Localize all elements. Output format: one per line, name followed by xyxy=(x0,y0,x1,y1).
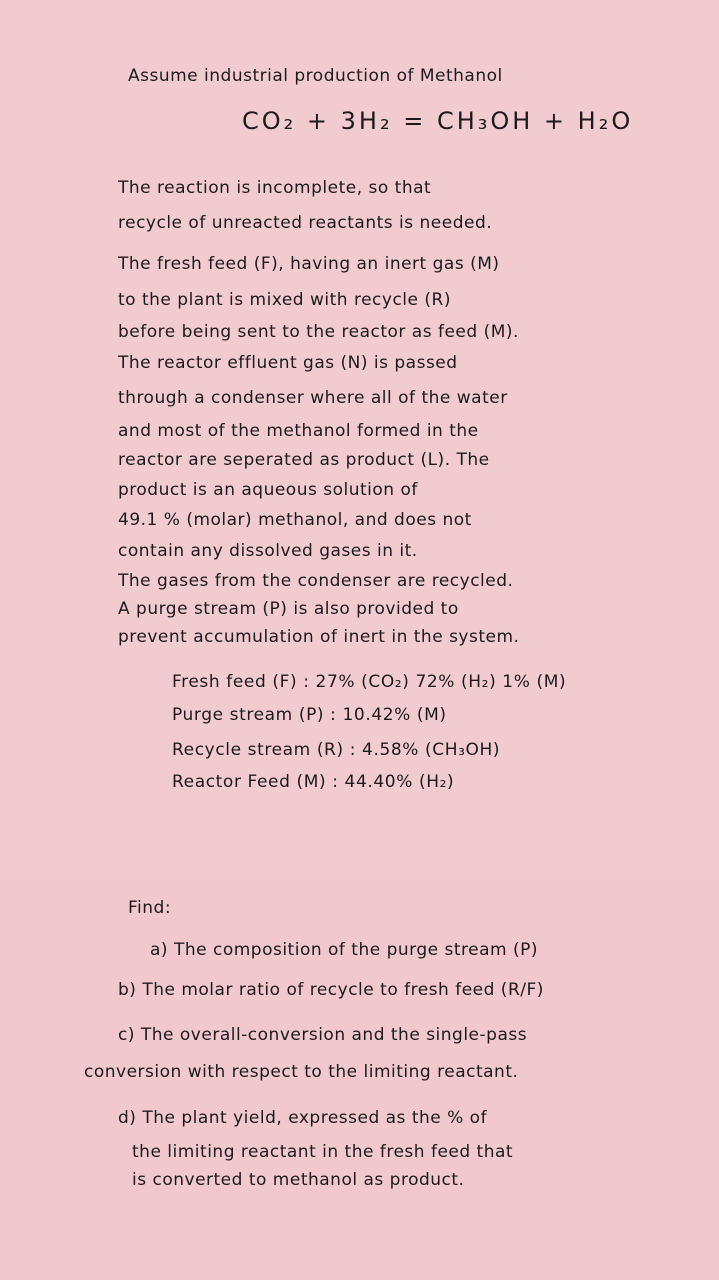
paragraph-line: before being sent to the reactor as feed (M). xyxy=(118,322,519,342)
question-b: b) The molar ratio of recycle to fresh feed (R/F) xyxy=(118,980,544,1000)
reactor-feed-data: Reactor Feed (M) : 44.40% (H₂) xyxy=(172,772,455,792)
question-a: a) The composition of the purge stream (P) xyxy=(150,940,539,960)
question-d: d) The plant yield, expressed as the % of xyxy=(118,1108,488,1128)
paragraph-line: A purge stream (P) is also provided to xyxy=(118,599,459,619)
paragraph-line: product is an aqueous solution of xyxy=(118,480,418,500)
find-heading: Find: xyxy=(128,898,172,918)
question-c-continued: conversion with respect to the limiting reactant. xyxy=(84,1062,519,1082)
paragraph-line: contain any dissolved gases in it. xyxy=(118,541,418,561)
paragraph-line: The reaction is incomplete, so that xyxy=(118,178,432,198)
paragraph-line: The fresh feed (F), having an inert gas (M) xyxy=(118,254,500,274)
paragraph-line: recycle of unreacted reactants is needed. xyxy=(118,213,493,233)
question-c: c) The overall-conversion and the single-pass xyxy=(118,1025,528,1045)
paragraph-line: The gases from the condenser are recycled. xyxy=(118,571,514,591)
paragraph-line: and most of the methanol formed in the xyxy=(118,421,479,441)
purge-stream-data: Purge stream (P) : 10.42% (M) xyxy=(172,705,447,725)
paragraph-line: The reactor effluent gas (N) is passed xyxy=(118,353,458,373)
intro-line: Assume industrial production of Methanol xyxy=(128,66,503,86)
questions-panel xyxy=(0,880,719,1280)
paragraph-line: prevent accumulation of inert in the system. xyxy=(118,627,520,647)
paragraph-line: to the plant is mixed with recycle (R) xyxy=(118,290,451,310)
recycle-stream-data: Recycle stream (R) : 4.58% (CH₃OH) xyxy=(172,740,501,760)
question-d-continued: is converted to methanol as product. xyxy=(132,1170,465,1190)
paragraph-line: 49.1 % (molar) methanol, and does not xyxy=(118,510,472,530)
reaction-equation: CO₂ + 3H₂ = CH₃OH + H₂O xyxy=(242,107,634,135)
fresh-feed-data: Fresh feed (F) : 27% (CO₂) 72% (H₂) 1% (M) xyxy=(172,672,567,692)
paragraph-line: through a condenser where all of the water xyxy=(118,388,508,408)
paragraph-line: reactor are seperated as product (L). The xyxy=(118,450,490,470)
question-d-continued: the limiting reactant in the fresh feed that xyxy=(132,1142,514,1162)
